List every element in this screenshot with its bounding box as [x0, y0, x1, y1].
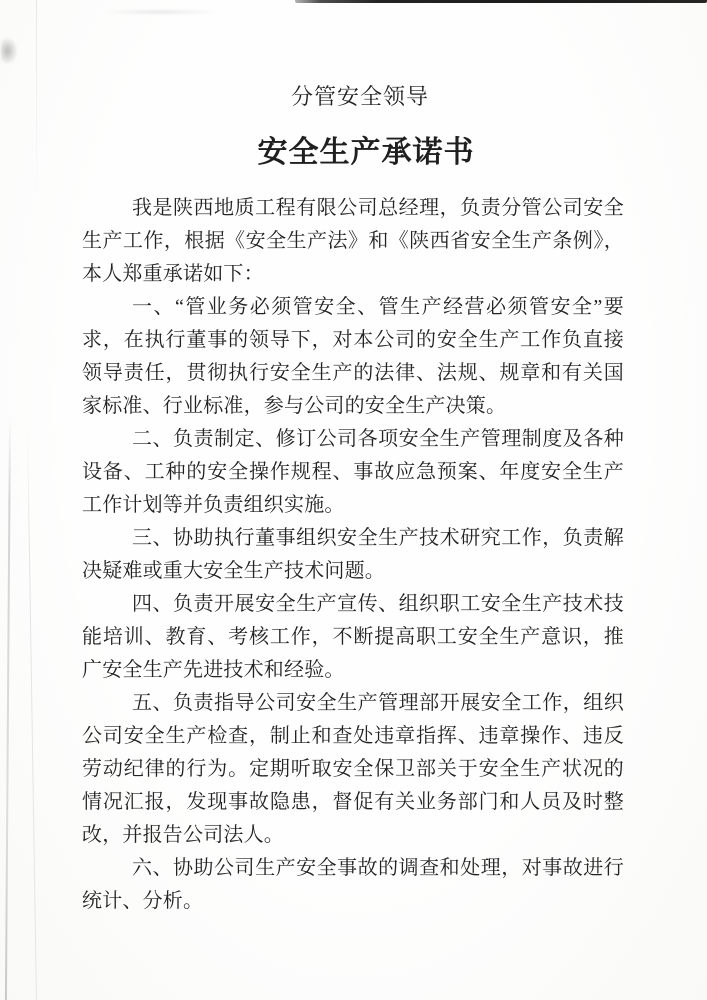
paragraph-intro: 我是陕西地质工程有限公司总经理，负责分管公司安全生产工作，根据《安全生产法》和《陕西省安全生产条例》，本人郑重承诺如下：: [82, 197, 624, 285]
paragraph-item-3: 三、协助执行董事组织安全生产技术研究工作，负责解决疑难或重大安全生产技术问题。: [82, 527, 624, 582]
paragraph-item-2: 二、负责制定、修订公司各项安全生产管理制度及各种设备、工种的安全操作规程、事故应急预案、年度安全生产工作计划等并负责组织实施。: [82, 428, 624, 516]
scan-artifact-smudge: [1, 38, 17, 64]
paragraph-item-5: 五、负责指导公司安全生产管理部开展安全工作，组织公司安全生产检查，制止和查处违章指挥、违章操作、违反劳动纪律的行为。定期听取安全保卫部关于安全生产状况的情况汇报，发现事故隐患，督促有关业务部门和人员及时整改，并报告公司法人。: [82, 692, 624, 846]
scan-artifact-crease-left-2: [27, 430, 37, 1000]
document-content: [82, 0, 624, 918]
document-title: 安全生产承诺书: [257, 136, 475, 169]
scan-artifact-crease-top: [36, 0, 37, 210]
paragraph-item-4: 四、负责开展安全生产宣传、组织职工安全生产技术技能培训、教育、考核工作，不断提高职工安全生产意识，推广安全生产先进技术和经验。: [82, 593, 624, 681]
scan-artifact-crease-left: [5, 415, 11, 1000]
paragraph-item-6: 六、协助公司生产安全事故的调查和处理，对事故进行统计、分析。: [82, 857, 624, 912]
document-body: [82, 192, 624, 918]
document-kicker: 分管安全领导: [290, 84, 429, 109]
paragraph-item-1: 一、“管业务必须管安全、管生产经营必须管安全”要求，在执行董事的领导下，对本公司的安全生产工作负直接领导责任，贯彻执行安全生产的法律、法规、规章和有关国家标准、行业标准，参与公司的安全生产决策。: [82, 296, 624, 417]
